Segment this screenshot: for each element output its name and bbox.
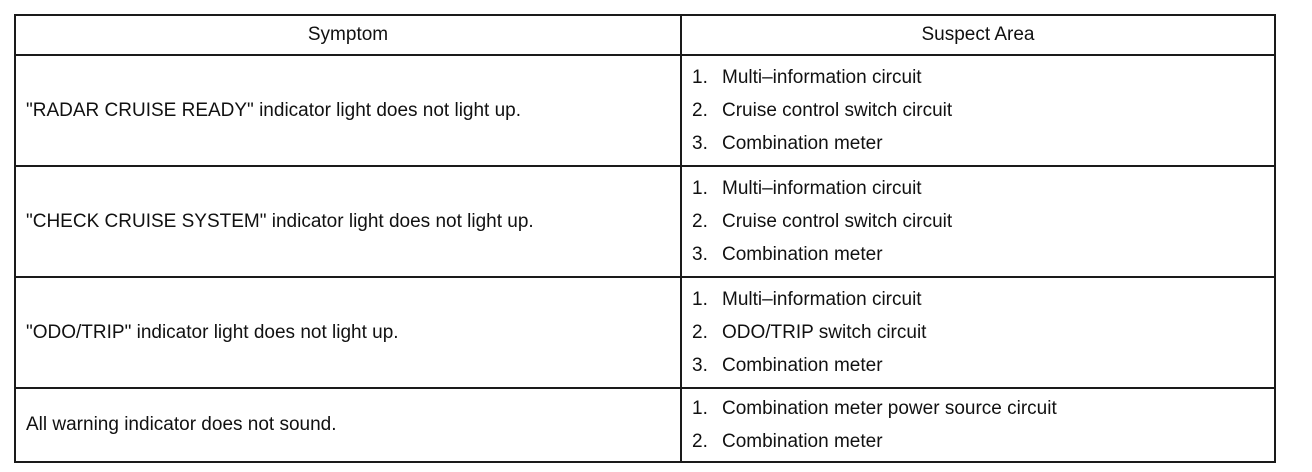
item-text: Multi–information circuit (722, 178, 922, 199)
item-number: 2. (692, 431, 708, 452)
suspect-area-item (692, 425, 1274, 458)
table-row (16, 56, 1274, 167)
symptom-cell: All warning indicator does not sound. (26, 414, 337, 435)
suspect-area-item (692, 172, 1274, 205)
item-number: 1. (692, 67, 708, 88)
suspect-area-item (692, 316, 1274, 349)
suspect-area-item (692, 94, 1274, 127)
item-text: Combination meter (722, 355, 883, 376)
item-number: 1. (692, 289, 708, 310)
symptom-table (14, 14, 1276, 463)
item-text: Cruise control switch circuit (722, 100, 953, 121)
item-text: ODO/TRIP switch circuit (722, 322, 927, 343)
item-text: Cruise control switch circuit (722, 211, 953, 232)
symptom-cell: "RADAR CRUISE READY" indicator light does not light up. (26, 99, 522, 121)
item-number: 1. (692, 178, 708, 199)
suspect-area-item (692, 238, 1274, 271)
item-number: 3. (692, 355, 708, 376)
item-number: 2. (692, 100, 708, 121)
table-row (16, 278, 1274, 389)
item-text: Combination meter (722, 244, 883, 265)
item-number: 1. (692, 398, 708, 419)
suspect-area-item (692, 127, 1274, 160)
symptom-cell: "CHECK CRUISE SYSTEM" indicator light does not light up. (26, 210, 534, 232)
suspect-area-item (692, 392, 1274, 425)
item-text: Combination meter (722, 133, 883, 154)
suspect-area-cell (682, 389, 1274, 461)
item-text: Combination meter (722, 431, 883, 452)
item-text: Multi–information circuit (722, 289, 922, 310)
suspect-area-item (692, 205, 1274, 238)
suspect-area-item (692, 349, 1274, 382)
item-text: Combination meter power source circuit (722, 398, 1057, 419)
suspect-area-item (692, 283, 1274, 316)
suspect-area-cell (682, 278, 1274, 387)
item-number: 3. (692, 244, 708, 265)
suspect-area-column-header: Suspect Area (921, 24, 1035, 45)
item-number: 3. (692, 133, 708, 154)
table-row (16, 389, 1274, 461)
symptom-cell: "ODO/TRIP" indicator light does not light up. (26, 321, 399, 343)
table-header-row (16, 16, 1274, 56)
item-number: 2. (692, 211, 708, 232)
symptom-column-header: Symptom (307, 24, 389, 45)
suspect-area-cell (682, 56, 1274, 165)
item-text: Multi–information circuit (722, 67, 922, 88)
item-number: 2. (692, 322, 708, 343)
suspect-area-cell (682, 167, 1274, 276)
suspect-area-item (692, 61, 1274, 94)
table-row (16, 167, 1274, 278)
